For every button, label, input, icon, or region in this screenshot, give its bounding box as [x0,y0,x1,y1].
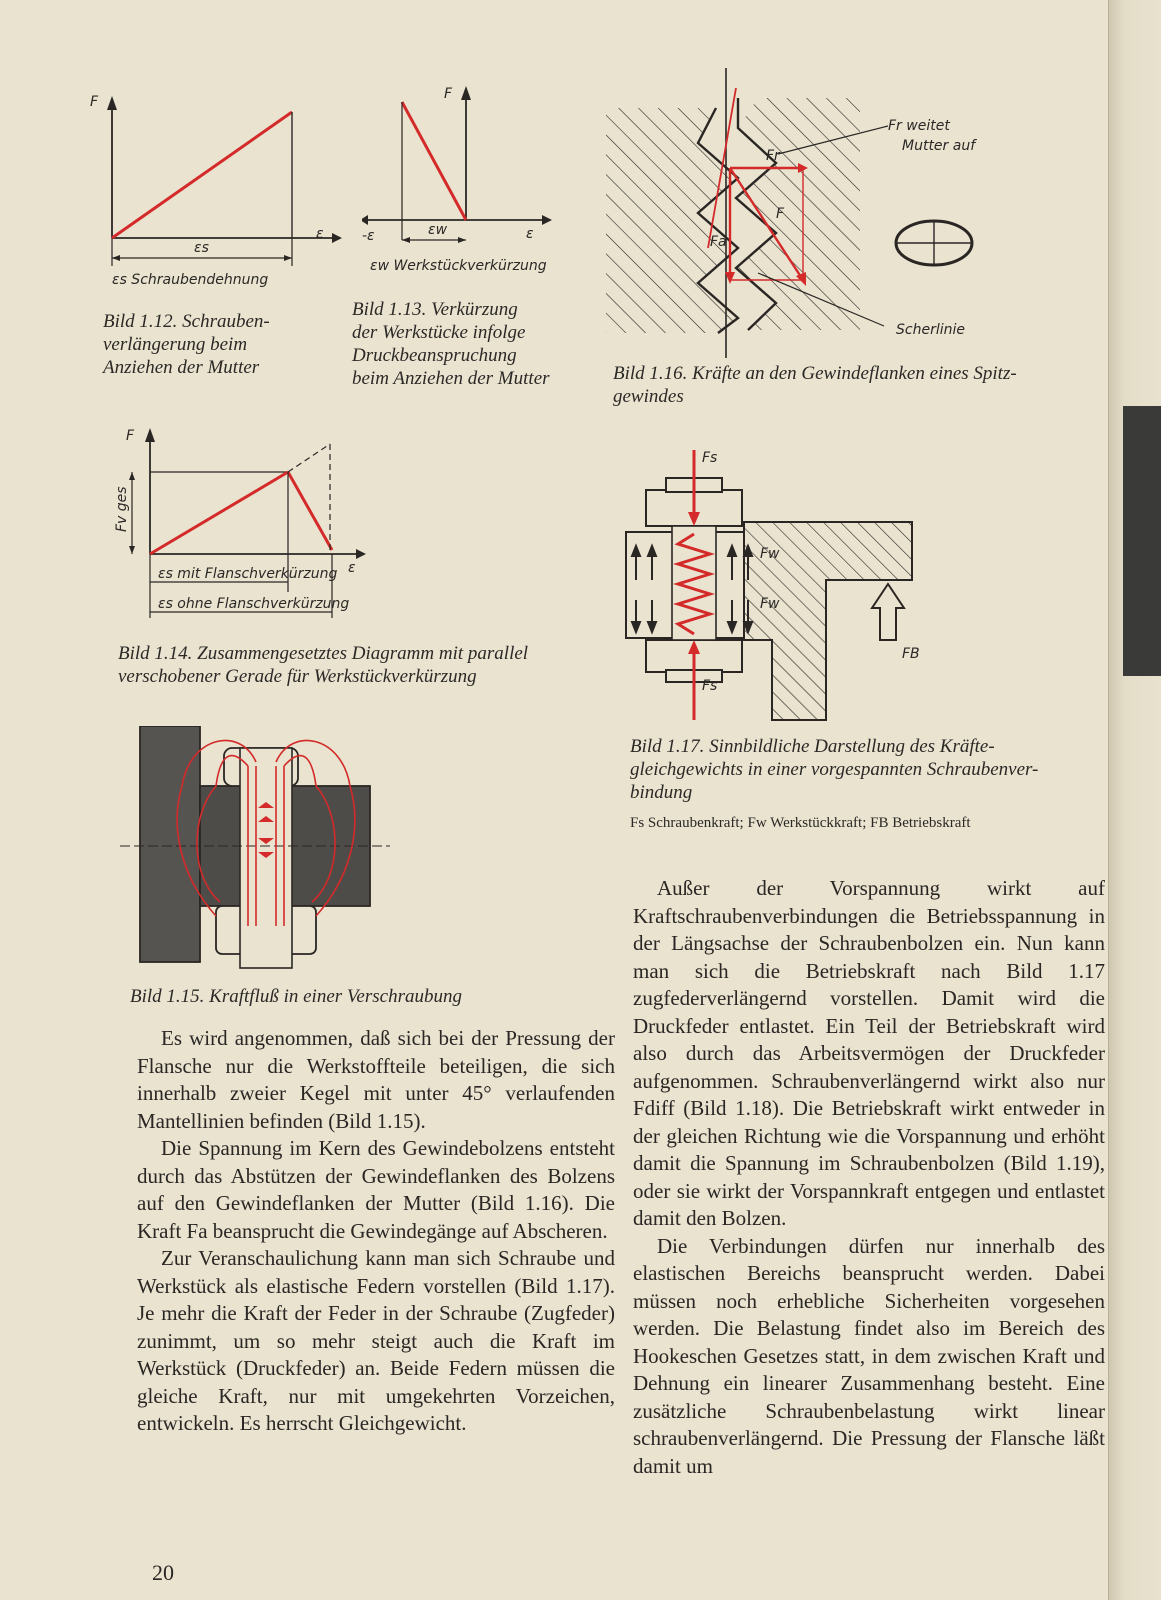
text-column-right [633,875,1105,1480]
scherlinie-label: Scherlinie [896,322,965,338]
paragraph: Es wird angenommen, daß sich bei der Pressung der Flansche nur die Werkstoffteile beteiligen, die sich innerhalb zweier Kegel mit unter 45° verlaufenden Mantellinien befinden (Bild 1.15). [137,1026,615,1133]
figure-1-13 [362,80,562,280]
eps-axis-label: ε [348,560,356,576]
caption-line: der Werkstücke infolge [352,322,526,343]
fa-label: Fa [710,234,727,250]
caption-line: Bild 1.16. Kräfte an den Gewindeflanken eines Spitz- [613,363,1017,384]
page-number: 20 [152,1560,174,1585]
fr-label: Fr [766,148,780,164]
caption-line: verlängerung beim [103,334,248,355]
caption-line: verschobener Gerade für Werkstückverkürzung [118,666,477,687]
caption-line: gleichgewichts in einer vorgespannten Schraubenver- [630,759,1039,780]
neg-eps-label: -ε [362,228,375,244]
next-page-figure-fragment [1123,406,1161,676]
caption-line: beim Anziehen der Mutter [352,368,550,389]
fs-bottom-label: Fs [702,678,718,694]
caption-line: Druckbeanspruchung [352,345,517,366]
caption-line: Bild 1.12. Schrauben- [103,311,270,332]
figure-1-16 [598,68,1018,358]
legend-label: εs Schraubendehnung [112,272,269,288]
caption-line: Bild 1.15. Kraftfluß in einer Verschraubung [130,986,462,1007]
paragraph: Die Spannung im Kern des Gewindebolzens entsteht durch das Abstützen der Gewindeflanken des Bolzens auf den Gewindeflanken der Mutter (Bild 1.16). Die Kraft Fa beansprucht die Gewindegänge auf Abscheren. [137,1136,615,1243]
next-page-edge [1108,0,1161,1600]
figure-1-12 [90,88,350,298]
caption-line: bindung [630,782,693,803]
paragraph: Außer der Vorspannung wirkt auf Kraftschraubenverbindungen die Betriebsspannung in der Längsachse der Schraubenbolzen ein. Nun kann man sich die Betriebskraft nach Bild 1.17 zugfederverlängernd vorstellen. Damit wird die Druckfeder entlastet. Ein Teil der Betriebskraft wird also durch das Arbeitsvermögen der Druckfeder aufgenommen. Schraubenverlängernd wirkt also nur Fdiff (Bild 1.18). Die Betriebskraft wirkt entweder in der gleichen Richtung wie die Vorspannung und erhöht damit die Spannung im Schraubenbolzen (Bild 1.19), oder sie wirkt der Vorspannkraft entgegen und entlastet damit den Bolzen. [633,876,1105,1230]
fs-top-label: Fs [702,450,718,466]
figure-1-17 [622,440,922,730]
caption-line: Bild 1.14. Zusammengesetztes Diagramm mit parallel [118,643,529,664]
f-axis-label: F [444,86,453,102]
caption-1-12 [103,310,333,379]
fw-top-label: Fw [760,546,780,562]
f-axis-label: F [126,428,135,444]
eps-w-label: εw [428,222,448,238]
ohne-flansch-label: εs ohne Flanschverkürzung [158,596,350,612]
fw-bottom-label: Fw [760,596,780,612]
f-label: F [776,206,785,222]
caption-1-13 [352,298,592,390]
paragraph: Die Verbindungen dürfen nur innerhalb des elastischen Bereichs beansprucht werden. Dabei müssen noch erhebliche Sicherheiten vorgesehen werden. Die Belastung findet also im Bereich des Hookeschen Gesetzes statt, in dem zwischen Kraft und Dehnung ein linearer Zusammenhang besteht. Eine zusätzliche Schraubenbelastung wirkt linear schraubenverlängernd. Die Pressung der Flansche läßt damit um [633,1233,1105,1478]
fb-label: FB [902,646,920,662]
mit-flansch-label: εs mit Flanschverkürzung [158,566,338,582]
eps-axis-label: ε [526,226,534,242]
caption-legend: Fs Schraubenkraft; Fw Werkstückkraft; FB Betriebskraft [630,815,971,831]
caption-1-14 [118,642,618,688]
eps-axis-label: ε [316,226,324,242]
caption-1-16 [613,362,1093,408]
paragraph: Zur Veranschaulichung kann man sich Schraube und Werkstück als elastische Federn vorstellen (Bild 1.17). Je mehr die Kraft der Feder in der Schraube (Zugfeder) zunimmt, um so mehr steigt auch die Kraft im Werkstück (Druckfeder) an. Beide Federn müssen die gleiche Kraft, nur mit umgekehrten Vorzeichen, entwickeln. Es herrscht Gleichgewicht. [137,1246,615,1435]
figure-1-15 [120,726,390,986]
caption-1-17 [630,735,1100,835]
caption-line: Bild 1.13. Verkürzung [352,299,518,320]
caption-line: gewindes [613,386,684,407]
figure-1-14 [104,422,384,632]
fr-weitet-label: Fr weitet [888,118,950,134]
mutter-auf-label: Mutter auf [902,138,976,154]
fv-ges-label: Fv ges [114,486,130,532]
text-column-left [137,1025,615,1438]
caption-line: Anziehen der Mutter [103,357,260,378]
caption-1-15 [130,985,550,1008]
legend-label: εw Werkstückverkürzung [370,258,547,274]
f-axis-label: F [90,94,99,110]
eps-s-label: εs [194,240,209,256]
caption-line: Bild 1.17. Sinnbildliche Darstellung des Kräfte- [630,736,995,757]
